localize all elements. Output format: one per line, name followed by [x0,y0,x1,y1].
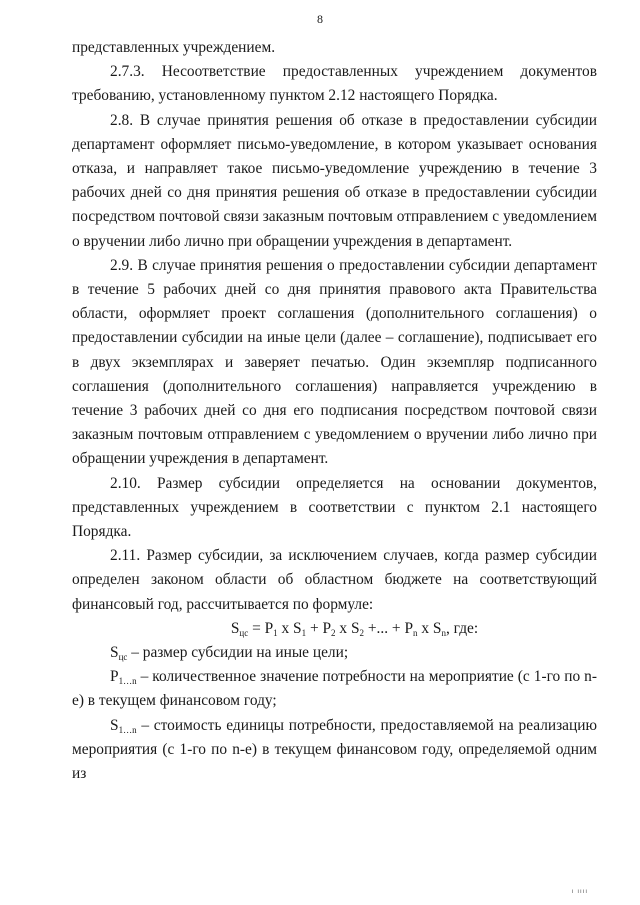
paragraph-2-9: 2.9. В случае принятия решения о предоставлении субсидии департамент в течение 5 рабочих дней со дня принятия правового акта Правительства области, оформляет проект соглашения (дополнительного соглашения) о предоставлении субсидии на иные цели (далее – соглашение), подписывает его в двух экземплярах и заверяет печатью. Один экземпляр подписанного соглашения (дополнительного соглашения) направляется учреждению в течение 3 рабочих дней со дня его подписания посредством почтовой связи заказным почтовым отправлением с уведомлением о вручении либо лично при обращении учреждения в департамент. [72,256,597,468]
page-number: 8 [317,12,323,26]
formula-part: + P [306,619,332,637]
definition-text: – количественное значение потребности на мероприятие (с 1-го по n-е) в текущем финансовом году; [72,668,597,710]
definition-text: – стоимость единицы потребности, предоставляемой на реализацию мероприятия (с 1-го по n-е) в текущем финансовом году, определяемой одним из [72,716,597,783]
formula-part: S [230,619,240,637]
definition-subscript: 1…n [118,724,137,735]
formula-subscript: 1 [301,627,307,638]
formula-part: = P [248,619,274,637]
definition-s-1-n [72,714,597,787]
formula-part: +... + P [364,619,414,637]
formula-subscript: цс [239,627,249,638]
formula-subscript: n [413,627,418,638]
formula-subscript: 2 [359,627,364,638]
definition-subscript: 1…n [118,676,137,687]
paragraph-continuation: представленных учреждением. [72,39,276,56]
paragraph-2-11: 2.11. Размер субсидии, за исключением случаев, когда размер субсидии определен законом области об областном бюджете на соответствующий финансовый год, рассчитывается по формуле: [72,547,597,613]
definition-subscript: цс [118,652,128,663]
definition-text: – размер субсидии на иные цели; [127,644,349,662]
definition-symbol: P [110,668,119,686]
formula-part: , где: [445,619,479,637]
formula-part: x S [417,619,442,637]
formula-subscript: 2 [331,627,336,638]
paragraph-2-10: 2.10. Размер субсидии определяется на основании документов, представленных учреждением в соответствии с пунктом 2.1 настоящего Порядка. [72,474,597,541]
definition-p-1-n [72,665,597,713]
definition-symbol: S [110,716,119,734]
definition-s-cs [72,641,597,665]
scan-barcode-mark: ı ıııı [571,888,588,895]
subsidy-formula [72,617,597,641]
formula-subscript: 1 [273,627,278,638]
paragraph-2-7-3: 2.7.3. Несоответствие предоставленных учреждением документов требованию, установленному пунктом 2.12 настоящего Порядка. [72,63,597,105]
formula-part: x S [277,619,302,637]
formula-subscript: n [441,627,446,638]
formula-part: x S [335,619,360,637]
paragraph-2-8: 2.8. В случае принятия решения об отказе в предоставлении субсидии департамент оформляет письмо-уведомление, в котором указывает основания отказа, и направляет такое письмо-уведомление учреждению в течение 3 рабочих дней со дня принятия решения об отказе в предоставлении субсидии посредством почтовой связи заказным почтовым отправлением с уведомлением о вручении либо лично при обращении учреждения в департамент. [72,111,597,250]
document-body [72,36,597,786]
definition-symbol: S [110,644,119,662]
